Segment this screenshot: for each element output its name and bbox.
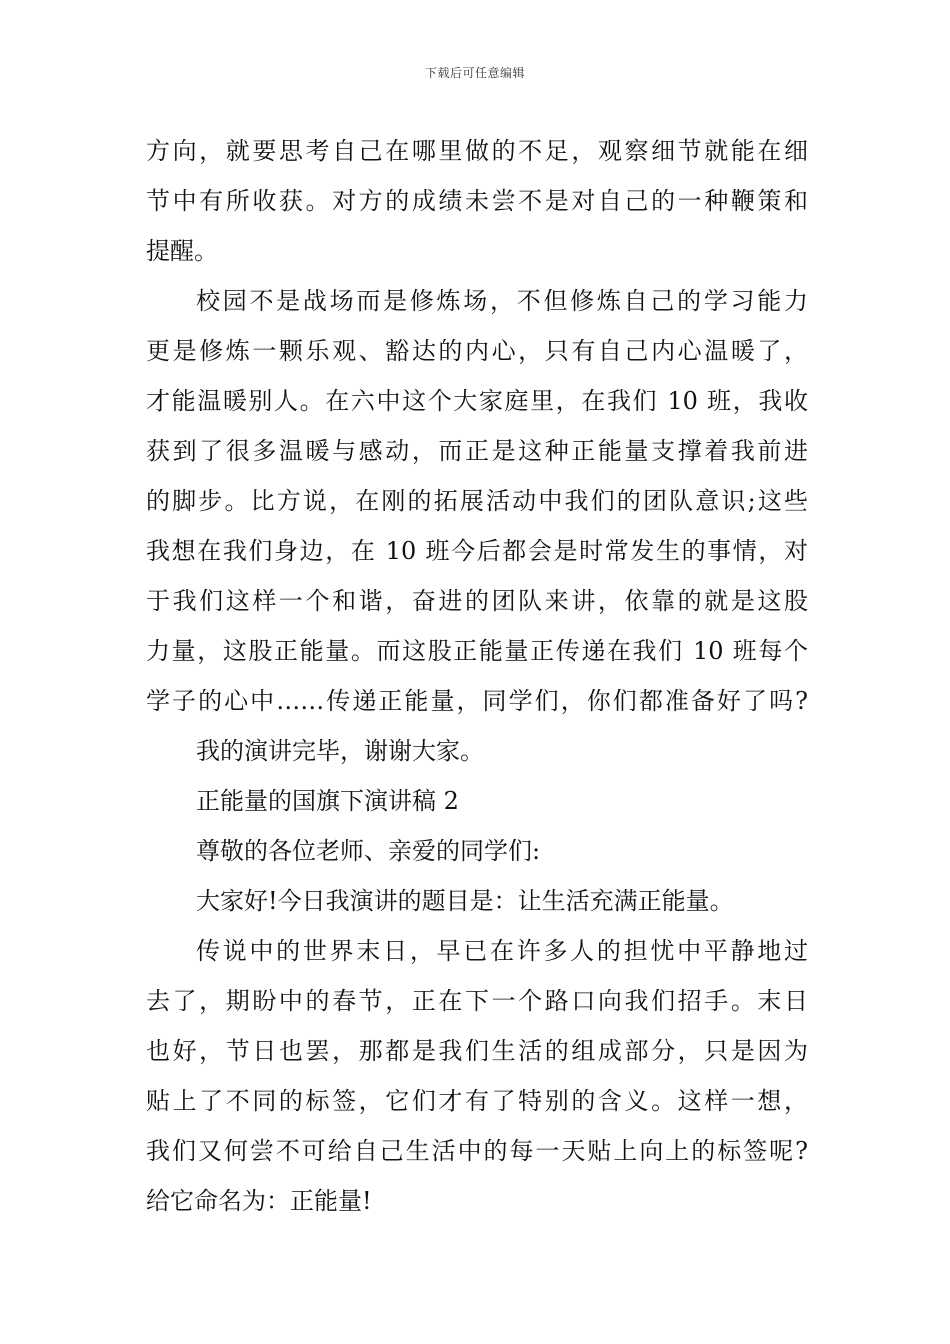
text-line: 传说中的世界末日，早已在许多人的担忧中平静地过 <box>196 937 808 965</box>
text-line: 我想在我们身边，在 10 班今后都会是时常发生的事情，对 <box>146 537 808 565</box>
text-line: 的脚步。比方说，在刚的拓展活动中我们的团队意识;这些 <box>146 487 808 515</box>
text-line: 也好，节日也罢，那都是我们生活的组成部分，只是因为 <box>146 1037 808 1065</box>
text-line: 我们又何尝不可给自己生活中的每一天贴上向上的标签呢? <box>146 1137 808 1165</box>
text-line: 力量，这股正能量。而这股正能量正传递在我们 10 班每个 <box>146 637 808 665</box>
page-header: 下载后可任意编辑 <box>424 66 525 80</box>
text-line: 于我们这样一个和谐，奋进的团队来讲，依靠的就是这股 <box>146 587 808 615</box>
text-line: 节中有所收获。对方的成绩未尝不是对自己的一种鞭策和 <box>146 187 808 215</box>
text-line: 我的演讲完毕，谢谢大家。 <box>196 737 484 765</box>
text-line: 才能温暖别人。在六中这个大家庭里，在我们 10 班，我收 <box>146 387 808 415</box>
text-line: 贴上了不同的标签，它们才有了特别的含义。这样一想， <box>146 1087 808 1115</box>
text-line: 正能量的国旗下演讲稿 2 <box>196 787 459 815</box>
text-line: 校园不是战场而是修炼场，不但修炼自己的学习能力 <box>196 287 808 315</box>
text-line: 学子的心中……传递正能量，同学们，你们都准备好了吗? <box>146 687 808 715</box>
text-line: 更是修炼一颗乐观、豁达的内心，只有自己内心温暖了， <box>146 337 808 365</box>
body-text <box>146 126 808 1226</box>
text-line: 去了，期盼中的春节，正在下一个路口向我们招手。末日 <box>146 987 808 1015</box>
text-line: 大家好!今日我演讲的题目是：让生活充满正能量。 <box>196 887 734 915</box>
text-line: 尊敬的各位老师、亲爱的同学们: <box>196 837 541 865</box>
text-line: 给它命名为：正能量! <box>146 1187 372 1215</box>
text-line: 提醒。 <box>146 237 218 265</box>
text-line: 获到了很多温暖与感动，而正是这种正能量支撑着我前进 <box>146 437 808 465</box>
text-line: 方向，就要思考自己在哪里做的不足，观察细节就能在细 <box>146 137 808 165</box>
